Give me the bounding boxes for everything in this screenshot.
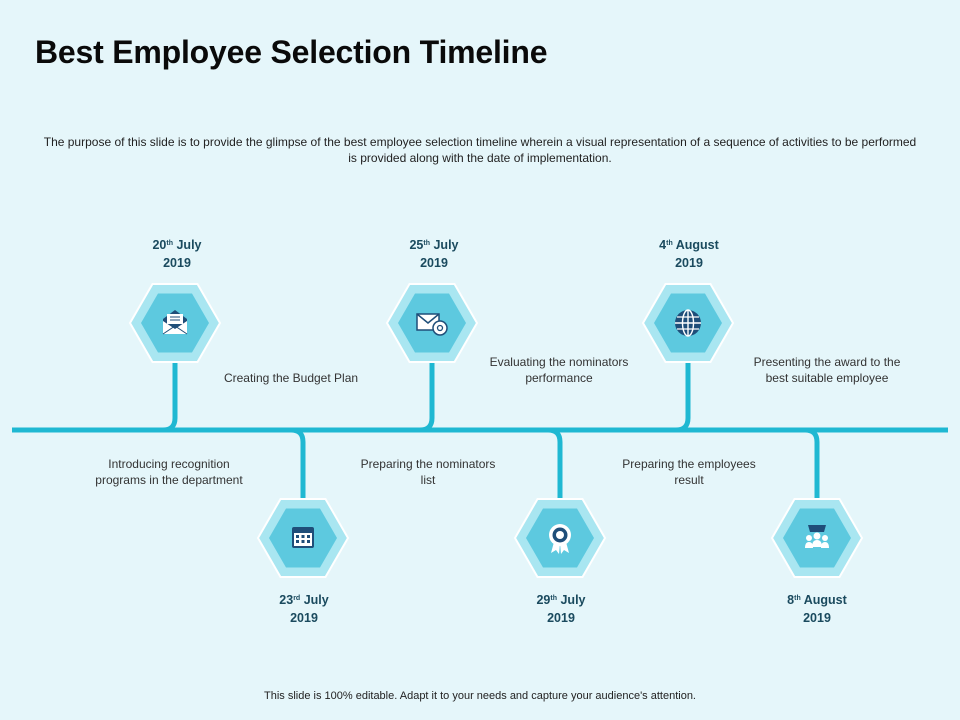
milestone-5-date — [619, 235, 759, 272]
milestone-2-day: 23 — [279, 593, 294, 607]
milestone-6-description: Presenting the award to the best suitable employee — [753, 355, 901, 385]
milestone-2-suffix: rd — [293, 595, 301, 602]
milestone-node-2 — [258, 499, 348, 577]
milestone-5-month: August — [675, 238, 719, 252]
milestone-node-4 — [515, 499, 605, 577]
milestone-2-year: 2019 — [290, 611, 318, 625]
milestone-3-suffix: th — [423, 240, 430, 247]
milestone-2-date — [234, 590, 374, 627]
milestone-3-date — [364, 235, 504, 272]
connector-5 — [676, 362, 688, 430]
milestone-1-month: July — [176, 238, 202, 252]
milestone-3-day: 25 — [409, 238, 424, 252]
milestone-4-date — [491, 590, 631, 627]
milestone-5-year: 2019 — [675, 256, 703, 270]
milestone-5-suffix: th — [666, 240, 673, 247]
milestone-4-year: 2019 — [547, 611, 575, 625]
milestone-6-month: August — [803, 593, 847, 607]
milestone-1-description: Introducing recognition programs in the department — [95, 457, 243, 487]
connector-2 — [291, 430, 303, 500]
milestone-node-6 — [772, 499, 862, 577]
globe-icon — [675, 310, 701, 336]
milestone-1-year: 2019 — [163, 256, 191, 270]
milestone-6-suffix: th — [794, 595, 801, 602]
milestone-2-description: Creating the Budget Plan — [223, 371, 359, 385]
milestone-4-suffix: th — [550, 595, 557, 602]
milestone-1-day: 20 — [152, 238, 167, 252]
connector-3 — [420, 362, 432, 430]
milestone-3-year: 2019 — [420, 256, 448, 270]
page-title: Best Employee Selection Timeline — [35, 34, 548, 70]
page-subtitle: The purpose of this slide is to provide the glimpse of the best employee selection timeline wherein a visual representation of a sequence of activities to be performed is provided along with the date of implementation. — [43, 135, 917, 165]
milestone-4-day: 29 — [536, 593, 551, 607]
connector-4 — [548, 430, 560, 500]
milestone-3-month: July — [433, 238, 459, 252]
milestone-1-suffix: th — [166, 240, 173, 247]
calendar-icon — [292, 527, 314, 548]
milestone-node-5 — [643, 284, 733, 362]
milestone-5-description: Preparing the employees result — [622, 457, 756, 487]
milestone-6-day: 8 — [787, 593, 795, 607]
milestone-2-month: July — [303, 593, 329, 607]
connector-1 — [163, 362, 175, 430]
milestone-4-month: July — [560, 593, 586, 607]
milestone-3-description: Preparing the nominators list — [360, 457, 496, 487]
footer-note: This slide is 100% editable. Adapt it to your needs and capture your audience's attention. — [264, 690, 696, 702]
connector-6 — [805, 430, 817, 500]
milestone-1-date — [107, 235, 247, 272]
milestone-6-year: 2019 — [803, 611, 831, 625]
milestone-5-day: 4 — [659, 238, 667, 252]
milestone-4-description: Evaluating the nominators performance — [489, 355, 629, 385]
milestone-node-1 — [130, 284, 220, 362]
milestone-node-3 — [387, 284, 477, 362]
milestone-6-date — [747, 590, 887, 627]
